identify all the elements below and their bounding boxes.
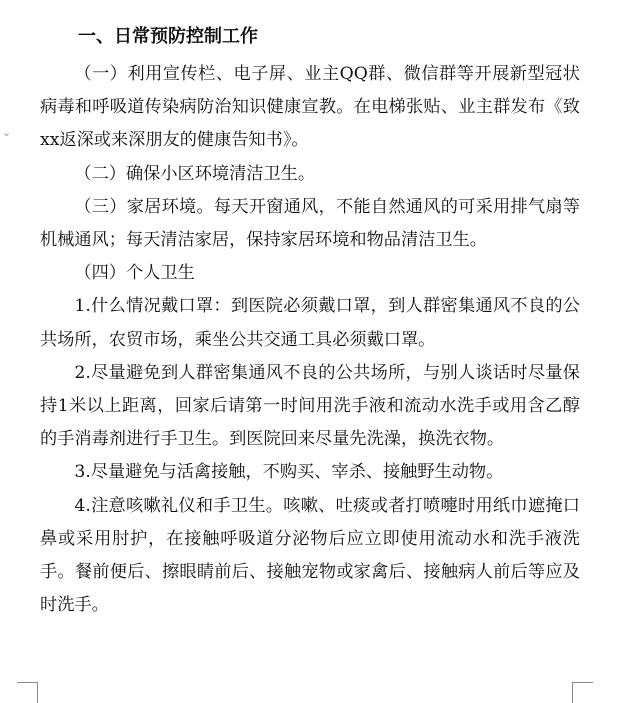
paragraph-publicity: （一）利用宣传栏、电子屏、业主QQ群、微信群等开展新型冠状病毒和呼吸道传染病防治知识健康宣教。在电梯张贴、业主群发布《致xx返深或来深朋友的健康告知书》。 <box>40 64 580 151</box>
paragraph-avoid-crowds: 2.尽量避免到人群密集通风不良的公共场所，与别人谈话时尽量保持1米以上距离，回家后请第一时间用洗手液和流动水洗手或用含乙醇的手消毒剂进行手卫生。到医院回来尽量先洗澡，换洗衣物。 <box>40 362 580 450</box>
corner-mark-bottom-right <box>572 682 593 703</box>
corner-mark-bottom-left <box>17 682 38 703</box>
paragraph-home: （三）家居环境。每天开窗通风，不能自然通风的可采用排气扇等机械通风；每天清洁家居，保持家居环境和物品清洁卫生。 <box>40 196 580 251</box>
margin-marker-icon: ⌄ <box>2 126 12 139</box>
paragraph-personal-hygiene: （四）个人卫生 <box>74 263 195 284</box>
document-body <box>40 58 580 622</box>
paragraph-environment: （二）确保小区环境清洁卫生。 <box>74 163 316 184</box>
section-heading: 一、日常预防控制工作 <box>78 26 258 47</box>
paragraph-cough-etiquette: 4.注意咳嗽礼仪和手卫生。咳嗽、吐痰或者打喷嚏时用纸巾遮掩口鼻或采用肘护，在接触呼吸道分泌物后应立即使用流动水和洗手液洗手。餐前便后、擦眼睛前后、接触宠物或家禽后、接触病人前后等应及时洗手。 <box>40 495 580 616</box>
paragraph-mask: 1.什么情况戴口罩：到医院必须戴口罩，到人群密集通风不良的公共场所，农贸市场，乘坐公共交通工具必须戴口罩。 <box>40 296 580 350</box>
paragraph-poultry: 3.尽量避免与活禽接触，不购买、宰杀、接触野生动物。 <box>74 462 504 483</box>
